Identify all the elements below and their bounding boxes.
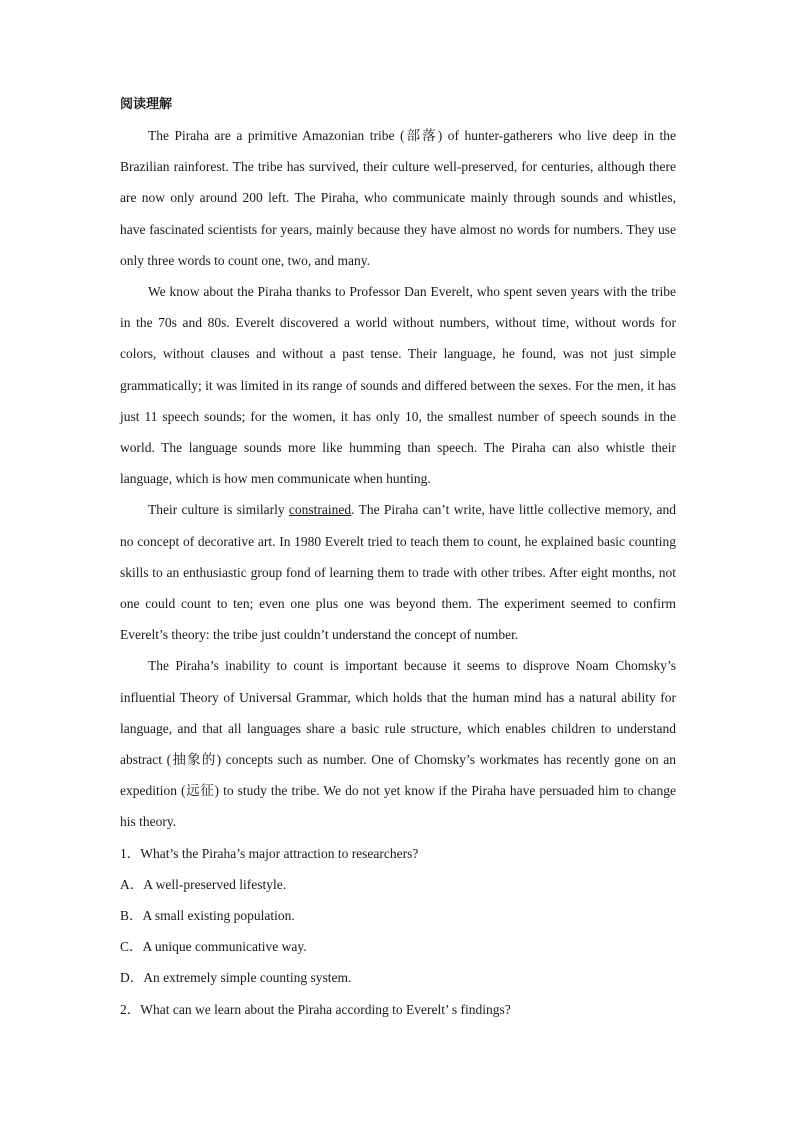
question-2 bbox=[120, 994, 676, 1025]
option-d bbox=[120, 962, 676, 993]
option-letter: B． bbox=[120, 908, 143, 924]
passage-paragraph-4: The Piraha’s inability to count is important because it seems to disprove Noam Chomsky’s influential Theory of Universal Grammar, which holds that the human mind has a natural ability for language, and that all languages share a basic rule structure, which enables children to understand abstract (抽象的) concepts such as number. One of Chomsky’s workmates has recently gone on an expedition (远征) to study the tribe. We do not yet know if the Piraha have persuaded him to change his theory. bbox=[120, 658, 676, 830]
option-b bbox=[120, 900, 676, 931]
option-letter: D． bbox=[120, 970, 144, 986]
question-stem: What’s the Piraha’s major attraction to researchers? bbox=[140, 845, 419, 861]
passage-paragraph-2: We know about the Piraha thanks to Professor Dan Everelt, who spent seven years with the tribe in the 70s and 80s. Everelt discovered a world without numbers, without time, without words for colors, without clauses and without a past tense. Their language, he found, was not just simple grammatically; it was limited in its range of sounds and differed between the sexes. For the men, it has just 11 speech sounds; for the women, it has only 10, the smallest number of speech sounds in the world. The language sounds more like humming than speech. The Piraha can also whistle their language, which is how men communicate when hunting. bbox=[120, 284, 676, 487]
question-1 bbox=[120, 838, 676, 869]
underlined-word: constrained bbox=[288, 502, 352, 518]
question-number: 1． bbox=[120, 845, 141, 861]
passage-paragraph-1: The Piraha are a primitive Amazonian tribe (部落) of hunter-gatherers who live deep in the Brazilian rainforest. The tribe has survived, their culture well-preserved, for centuries, although there are now only around 200 left. The Piraha, who communicate mainly through sounds and whistles, have fascinated scientists for years, mainly because they have almost no words for numbers. They use only three words to count one, two, and many. bbox=[120, 128, 676, 268]
paragraph-3-rest: . The Piraha can’t write, have little collective memory, and no concept of decorative art. In 1980 Everelt tried to teach them to count, he explained basic counting skills to an enthusiastic group fond of learning them to trade with other tribes. After eight months, not one could count to ten; even one plus one was beyond them. The experiment seemed to confirm Everelt’s theory: the tribe just couldn’t understand the concept of number. bbox=[120, 502, 676, 643]
question-stem: What can we learn about the Piraha according to Everelt’ s findings? bbox=[140, 1001, 511, 1017]
option-letter: A． bbox=[120, 876, 144, 892]
question-number: 2． bbox=[120, 1001, 141, 1017]
option-c bbox=[120, 931, 676, 962]
option-text: A unique communicative way. bbox=[142, 939, 307, 955]
section-title: 阅读理解 bbox=[120, 97, 173, 112]
option-text: A small existing population. bbox=[142, 908, 295, 924]
passage-paragraph-3 bbox=[120, 494, 676, 650]
option-text: An extremely simple counting system. bbox=[143, 970, 352, 986]
document-page bbox=[120, 96, 676, 1025]
option-text: A well-preserved lifestyle. bbox=[143, 876, 287, 892]
paragraph-3-lead: Their culture is similarly bbox=[148, 502, 289, 518]
option-letter: C． bbox=[120, 939, 143, 955]
option-a bbox=[120, 869, 676, 900]
